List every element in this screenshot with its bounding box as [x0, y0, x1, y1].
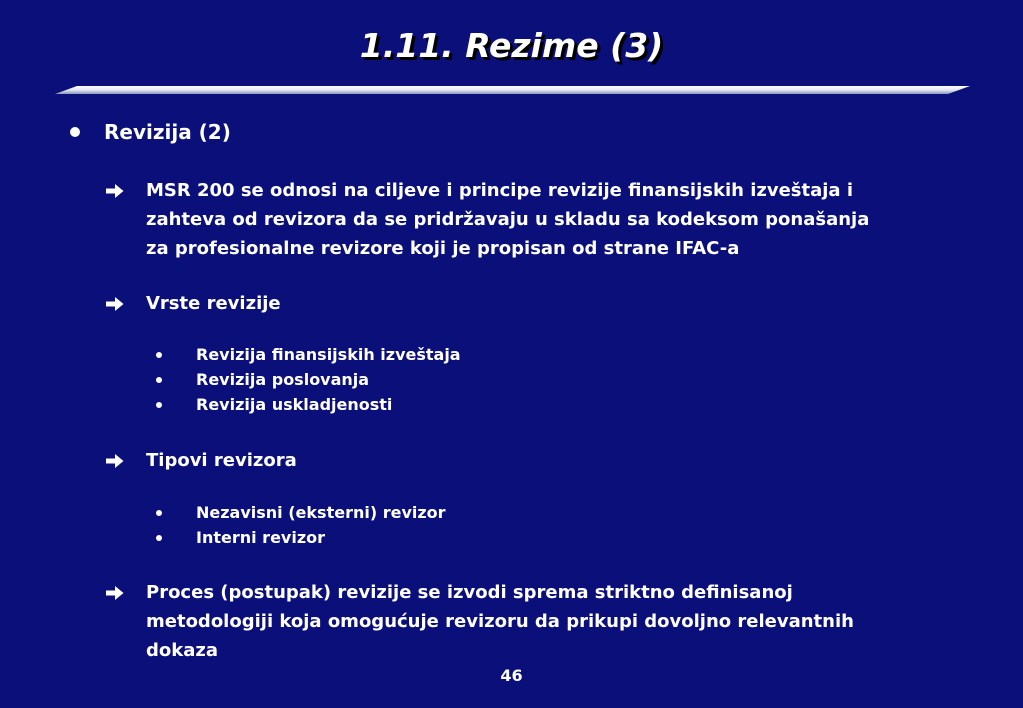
bullet-icon [156, 510, 162, 516]
right-arrow-icon [106, 289, 126, 318]
list-item-text: Interni revizor [196, 528, 326, 547]
bullet-icon [156, 535, 162, 541]
arrow-item-text: Vrste revizije [146, 293, 281, 314]
tipovi-revizora-list [152, 500, 446, 550]
bullet-icon [70, 127, 80, 137]
list-item-text: Revizija poslovanja [196, 370, 370, 389]
main-bullet-label: Revizija (2) [104, 120, 231, 144]
arrow-item-text: Tipovi revizora [146, 450, 297, 471]
list-item [152, 367, 461, 392]
bullet-icon [156, 402, 162, 408]
list-item [152, 342, 461, 367]
title-divider [55, 84, 970, 96]
vrste-revizije-list [152, 342, 461, 417]
list-item-text: Nezavisni (eksterni) revizor [196, 503, 446, 522]
arrow-item-text: Proces (postupak) revizije se izvodi sprema striktno definisanoj metodologiji koja omogućuje revizoru da prikupi dovoljno relevantnih dokaza [146, 582, 854, 661]
arrow-item-msr200 [106, 176, 986, 263]
right-arrow-icon [106, 578, 126, 607]
list-item [152, 500, 446, 525]
arrow-item-vrste-revizije [106, 289, 986, 318]
list-item-text: Revizija uskladjenosti [196, 395, 393, 414]
right-arrow-icon [106, 446, 126, 475]
list-item [152, 392, 461, 417]
arrow-item-proces-revizije [106, 578, 986, 665]
bullet-icon [156, 352, 162, 358]
slide-title: 1.11. Rezime (3) [359, 26, 664, 65]
list-item-text: Revizija finansijskih izveštaja [196, 345, 461, 364]
bullet-icon [156, 377, 162, 383]
list-item [152, 525, 446, 550]
arrow-item-text: MSR 200 se odnosi na ciljeve i principe revizije finansijskih izveštaja i zahteva od revizora da se pridržavaju u skladu sa kodeksom ponašanja za profesionalne revizore koji je propisan od strane IFAC-a [146, 180, 870, 259]
right-arrow-icon [106, 176, 126, 205]
main-bullet [70, 120, 231, 144]
page-number: 46 [500, 666, 523, 685]
arrow-item-tipovi-revizora [106, 446, 986, 475]
